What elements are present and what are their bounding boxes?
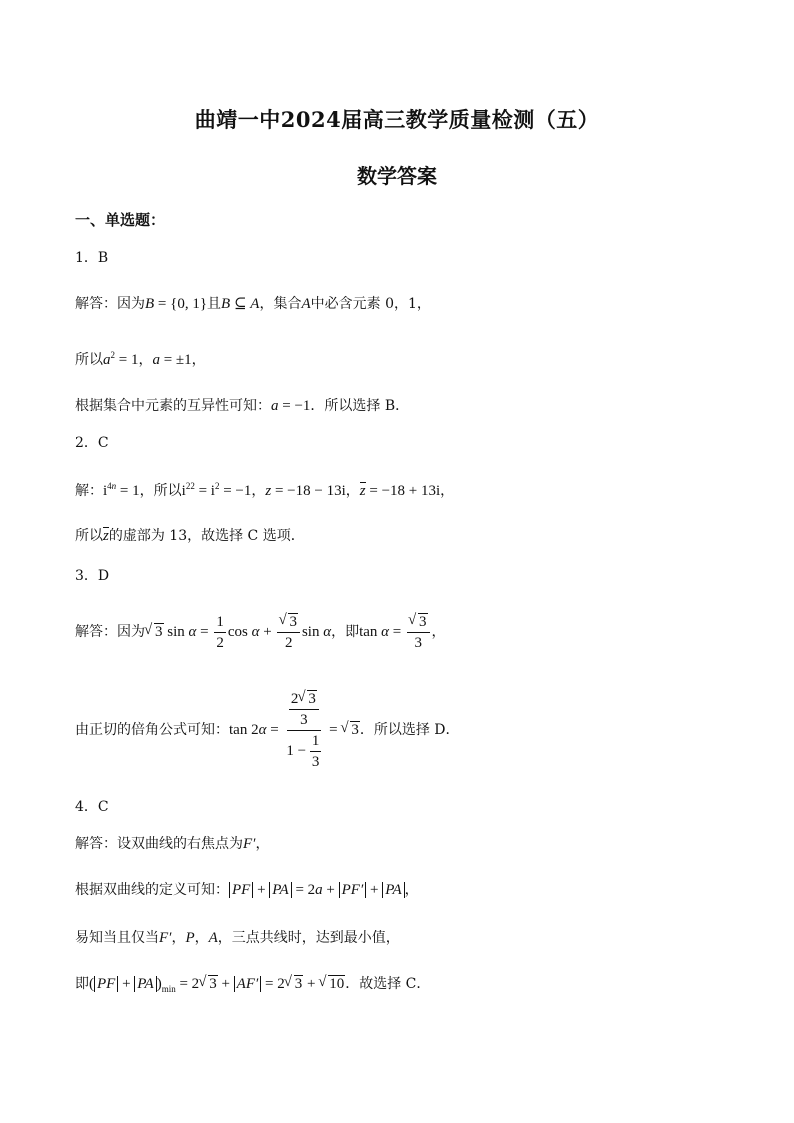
section-heading-single-choice: 一、单选题： (75, 211, 166, 229)
q2-line-2: 所以z的虚部为 13，故选择 C 选项． (75, 528, 305, 544)
q1-number: 1．B (75, 250, 109, 266)
q1-line-1: 解答：因为B = {0, 1}且B ⊆ A，集合A中必含元素 0，1， (75, 296, 431, 312)
page-subtitle: 数学答案 (357, 164, 437, 188)
q4-number: 4．C (75, 799, 109, 815)
q1-eq-a-squared: $a^2 = 1$ (103, 350, 139, 368)
page-title: 曲靖一中2024届高三教学质量检测（五） (194, 107, 600, 132)
q4-min-eq: ( PF + PA )$_{min} = 2√$ 3 + AF′ = 2√ 3 + √ 10 (89, 976, 345, 992)
q2-eq-i22: $i^{22} = i^2 = -1$ (181, 481, 252, 499)
q4-line-3: 易知当且仅当F′，P，A，三点共线时，达到最小值， (75, 930, 400, 946)
q3-line-1: 解答：因为√ 3 sin α = $\frac{1}{2}$ cos α + √ $\frac{3}{2}$ sin α，即tan α = √ $\frac{3}{3}$ ， (75, 610, 446, 654)
q1-eq-a-neg1: a = −1 (271, 398, 311, 414)
q1-eq-a-pm1: a = ±1 (152, 352, 192, 368)
q3-line-2: 由正切的倍角公式可知：tan 2α = $\frac{2√ 3}{3}$ 1 − $\frac{1}{3}$ = √ 3．所以选择 D． (75, 690, 460, 771)
q2-line-1: 解：$i^{4n} = 1$，所以$i^{22} = i^2 = -1$，z = −18 − 13i，z = −18 + 13i， (75, 481, 455, 499)
q2-eq-z: z = −18 − 13i (265, 483, 346, 499)
q3-tan-2alpha: tan 2α = $\frac{2√ 3}{3}$ 1 − $\frac{1}{3}$ = √ 3 (229, 722, 360, 738)
q3-equation-1: √ 3 sin α = $\frac{1}{2}$ cos α + √ $\frac{3}{2}$ sin α (145, 624, 331, 640)
q4-line-2: 根据双曲线的定义可知： PF + PA = 2a + PF′ + PA ， (75, 882, 419, 898)
q4-definition-eq: PF + PA = 2a + PF′ + PA (229, 882, 405, 898)
q2-eq-i4n: $i^{4n} = 1$ (103, 481, 140, 499)
q3-tan-alpha: tan α = √ $\frac{3}{3}$ (359, 624, 431, 640)
q2-eq-zbar: z = −18 + 13i (359, 483, 441, 499)
q3-number: 3．D (75, 568, 110, 584)
q1-set-b: B = {0, 1} (145, 296, 208, 312)
q4-focus-f-prime: F′ (243, 836, 256, 852)
q1-set-a: A (301, 296, 311, 312)
q2-zbar: z (103, 528, 109, 544)
q1-subset: B ⊆ A (221, 296, 260, 312)
q1-line-2: 所以$a^2 = 1$，a = ±1， (75, 350, 206, 368)
q4-line-1: 解答：设双曲线的右焦点为F′， (75, 836, 270, 852)
q4-line-4: 即( PF + PA )$_{min} = 2√$ 3 + AF′ = 2√ 3 + √ 10．故选择 C． (75, 974, 430, 994)
q1-line-3: 根据集合中元素的互异性可知：a = −1．所以选择 B． (75, 398, 410, 414)
q2-number: 2．C (75, 435, 109, 451)
